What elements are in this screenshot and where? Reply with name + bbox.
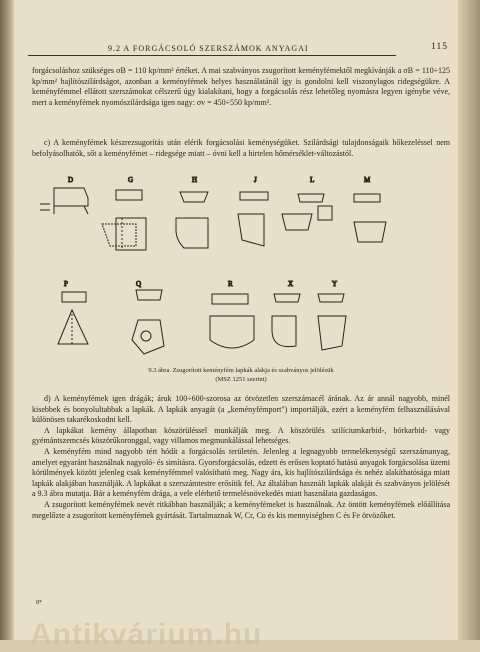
caption-line: 9.3 ábra. Zsugorított keményfém lapkák alakja és szabványos jelölésük bbox=[148, 367, 334, 374]
paragraph: forgácsoláshoz szükséges σB = 110 kp/mm² értéket. A mai szabványos zsugorított keményfémektől megkívánják a σB = 110÷125 kp/mm² hajlítószilárdságot, azonban a keményfémek helyes használatánál így is gondolni kell viszonylagos ridegségükre. A keményfémmel ellátott szerszámokat célszerű úgy kialakítani, hogy a forgácsolás rész lehetőleg nyomásra legyen igénybe véve, mert a keményfémek nyomószilárdsága igen nagy: σv = 450÷550 kp/mm². bbox=[32, 66, 450, 107]
paragraph: A keményfém mind nagyobb tért hódít a forgácsolás területén. Jelenleg a legnagyobb termelékenységű szerszámanyag, amelyet egyaránt használnak nagyoló- és simításra. Gyorsforgácsolás, edzett és erősen koptató hatású anyagok forgácsolása üzemi körülmények között jelenleg csak keményfémmel valósítható meg. Nagy ára, kis hajlítószilárdsága és nehéz alakíthatósága miatt lapkák alakjában használják. A lapkákat a szerszámtestre erősítik fel. Az általában használt lapkák alakját és szabványos jelölését a 9.3 ábra mutatja. Bár a keményfém drága, a vele elérhető termelésnövekedés miatt használata gazdaságos. bbox=[32, 446, 450, 499]
insert-H-top bbox=[176, 218, 208, 248]
figure-label: D bbox=[68, 176, 74, 184]
paragraph: A zsugorított keményfémek nevét ritkábban használják; a keményfémeket is használnak. Az öntött keményfémek előállítása megelőzte a zsugorított keményfémek gyártását. Tartalmaznak W, Cr, Co és kis mennyiségben C és Fe ötvözőket. bbox=[32, 499, 450, 520]
figure-label: P bbox=[64, 280, 68, 288]
figure-label: M bbox=[364, 176, 371, 184]
insert-L-top bbox=[282, 214, 312, 230]
insert-J-side bbox=[240, 192, 268, 200]
insert-R-top bbox=[210, 316, 254, 348]
header-rule bbox=[28, 55, 396, 56]
book-binding bbox=[0, 0, 14, 640]
insert-L-small bbox=[318, 206, 332, 220]
insert-X-top bbox=[272, 316, 296, 347]
body-text-top bbox=[32, 66, 450, 108]
insert-X-side bbox=[274, 294, 300, 302]
watermark: Antikvárium.hu bbox=[30, 618, 263, 651]
insert-Y-side bbox=[318, 294, 344, 302]
insert-Q-hole bbox=[141, 331, 151, 341]
insert-M-top bbox=[354, 222, 386, 242]
insert-R-side bbox=[212, 294, 248, 304]
insert-Q-top bbox=[132, 320, 164, 354]
insert-P-side bbox=[62, 292, 86, 302]
insert-H-side bbox=[180, 192, 208, 202]
body-text-c bbox=[32, 138, 450, 159]
insert-D-side bbox=[54, 188, 88, 206]
insert-D-top bbox=[102, 224, 136, 246]
figure-label: G bbox=[128, 176, 134, 184]
figure-label: Q bbox=[136, 280, 142, 288]
insert-Y-top bbox=[318, 316, 346, 350]
insert-M-side bbox=[354, 194, 380, 202]
page-edge bbox=[458, 0, 480, 640]
figure-label: L bbox=[310, 176, 315, 184]
header-title: 9.2 A FORGÁCSOLÓ SZERSZÁMOK ANYAGAI bbox=[108, 44, 309, 53]
insert-P-top bbox=[58, 310, 88, 344]
figure-label: Y bbox=[332, 280, 338, 288]
caption-line: (MSZ 1251 szerint) bbox=[215, 376, 267, 383]
figure-caption bbox=[32, 366, 450, 384]
running-header bbox=[28, 42, 448, 56]
insert-shapes-figure bbox=[32, 170, 450, 370]
figure-label: H bbox=[192, 176, 198, 184]
paragraph: c) A keményfémek készrezsugorítás után elérik forgácsolási keménységüket. Szilárdsági tulajdonságaik hőkezeléssel nem befolyásolhatók, sőt a keményfémet – ridegsége miatt – óvni kell a hirtelen hőmérséklet-változástól. bbox=[32, 138, 450, 158]
figure-label: X bbox=[288, 280, 294, 288]
insert-D-detail bbox=[54, 206, 88, 214]
body-text-bottom bbox=[32, 394, 450, 521]
page-number: 115 bbox=[431, 42, 448, 52]
figure-label: J bbox=[254, 176, 257, 184]
paragraph: A lapkákat kemény állapotban köszörüléssel munkálják meg. A köszörülés szilíciumkarbid-, bórkarbid- vagy gyémántszemcsés köszörűkoronggal, vagy villamos megmunkálással lehetséges. bbox=[32, 425, 450, 446]
insert-G-top bbox=[116, 218, 146, 250]
figure-label: R bbox=[228, 280, 233, 288]
paragraph: d) A keményfémek igen drágák; áruk 100÷600-szorosa az ötvözetlen szerszámacél árának. Az ár annál nagyobb, minél kisebbek és bonyolultabbak a lapkák. A lapkák anyagát (a „keményfémport") importálják, ezért a keményfém felhasználásával különösen takarékoskodni kell. bbox=[32, 394, 450, 425]
figure-dimension-lines bbox=[40, 204, 50, 210]
insert-G-side bbox=[116, 190, 142, 200]
insert-Q-side bbox=[136, 290, 162, 300]
insert-L-side bbox=[298, 194, 324, 202]
insert-J-top bbox=[238, 214, 264, 246]
signature-mark: 8* bbox=[36, 600, 42, 606]
